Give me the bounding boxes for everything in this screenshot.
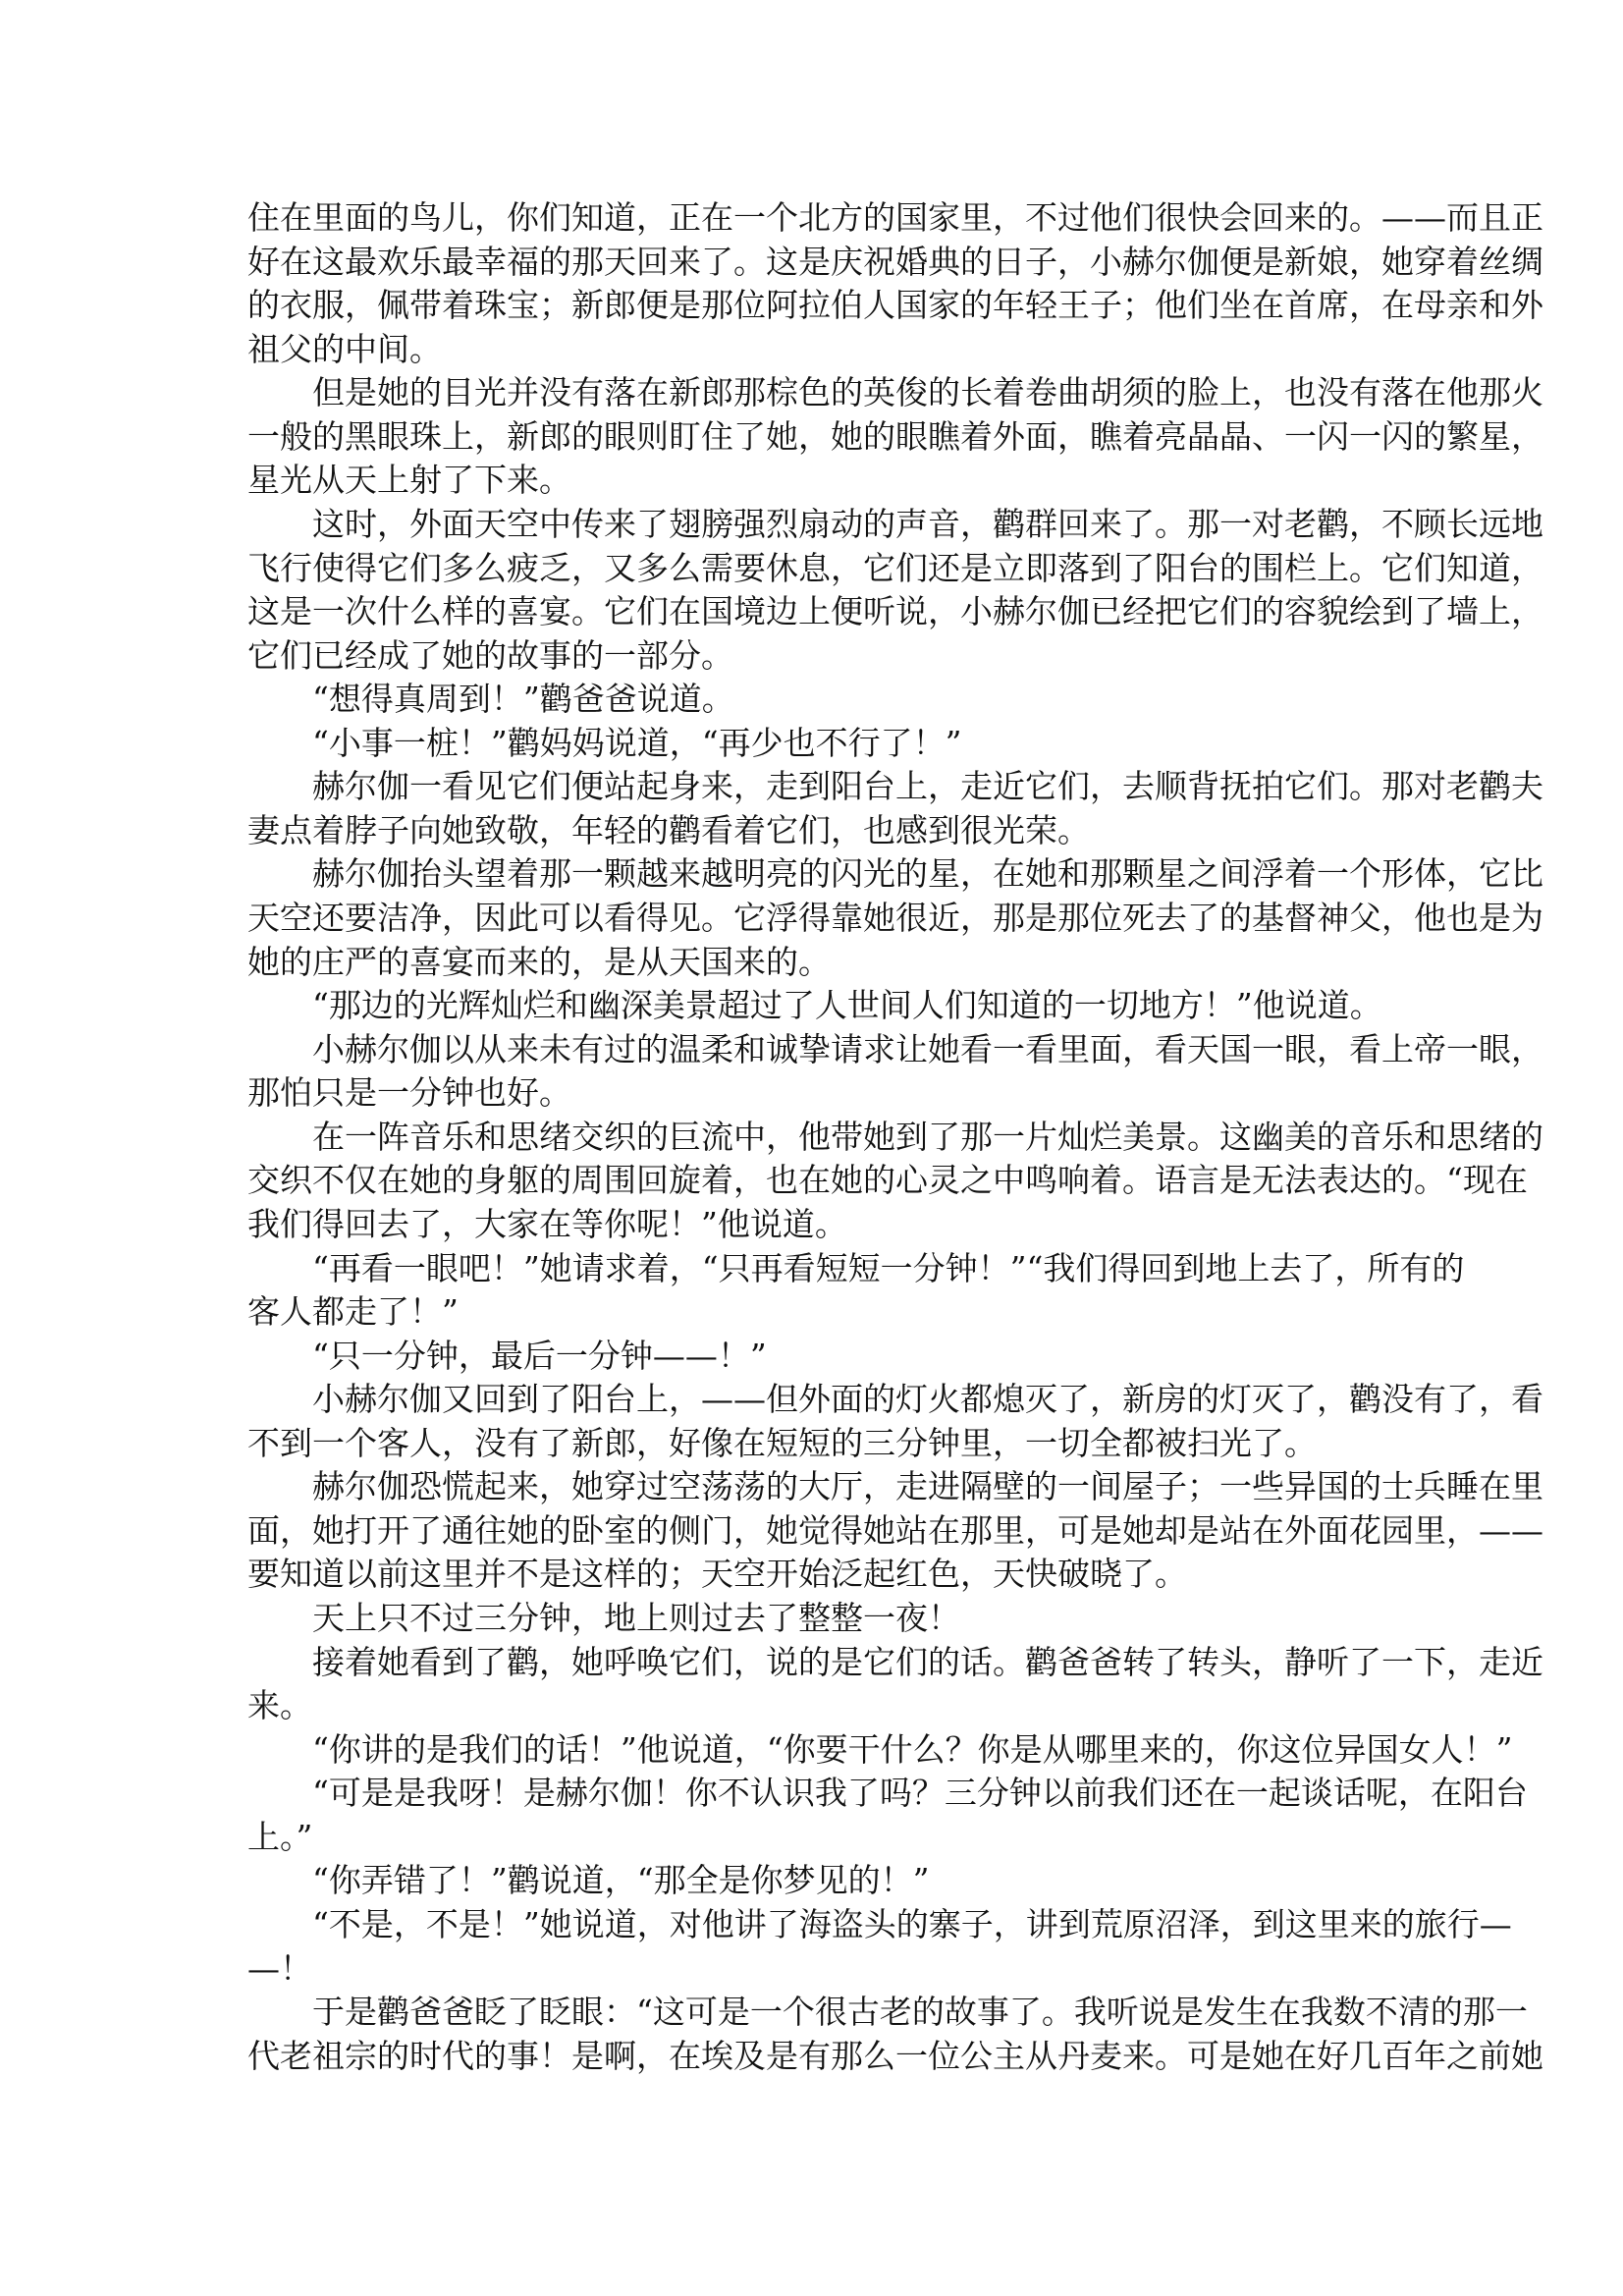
text-line: 天上只不过三分钟，地上则过去了整整一夜！ [312, 1599, 960, 1637]
paragraph [247, 371, 1543, 503]
paragraph [247, 1597, 1386, 1641]
paragraph [247, 1028, 1543, 1116]
paragraph [247, 1728, 1513, 1773]
text-line: 妻点着脖子向她致敬，年轻的鹳看着它们，也感到很光荣。 [247, 810, 1090, 849]
text-line: 赫尔伽恐慌起来，她穿过空荡荡的大厅，走进隔壁的一间屋子；一些异国的士兵睡在里 [312, 1467, 1543, 1506]
paragraph [247, 1378, 1543, 1465]
text-line: 星光从天上射了下来。 [247, 461, 571, 500]
text-line: 那怕只是一分钟也好。 [247, 1073, 571, 1113]
text-line: 在一阵音乐和思绪交织的巨流中，他带她到了那一片灿烂美景。这幽美的音乐和思绪的 [312, 1117, 1543, 1156]
text-line: 代老祖宗的时代的事！是啊，在埃及是有那么一位公主从丹麦来。可是她在好几百年之前她 [247, 2036, 1543, 2075]
text-line: 客人都走了！” [247, 1292, 459, 1332]
text-line: 于是鹳爸爸眨了眨眼：“这可是一个很古老的故事了。我听说是发生在我数不清的那一 [312, 1993, 1528, 2032]
text-line: —！ [247, 1948, 312, 1988]
text-line: “不是，不是！”她说道，对他讲了海盗头的寨子，讲到荒原沼泽，到这里来的旅行— [312, 1904, 1512, 1943]
text-line: 交织不仅在她的身躯的周围回旋着，也在她的心灵之中鸣响着。语言是无法表达的。“现在 [247, 1161, 1528, 1200]
text-line: 赫尔伽抬头望着那一颗越来越明亮的闪光的星，在她和那颗星之间浮着一个形体，它比 [312, 854, 1543, 894]
paragraph [247, 1641, 1543, 1728]
text-line: 天空还要洁净，因此可以看得见。它浮得靠她很近，那是那位死去了的基督神父，他也是为 [247, 899, 1543, 937]
text-line: “可是是我呀！是赫尔伽！你不认识我了吗？三分钟以前我们还在一起谈话呢，在阳台 [312, 1774, 1528, 1813]
paragraph [247, 722, 1386, 766]
paragraph [247, 1116, 1543, 1247]
text-line: “你讲的是我们的话！”他说道，“你要干什么？你是从哪里来的，你这位异国女人！” [312, 1729, 1513, 1769]
text-line: “你弄错了！”鹳说道，“那全是你梦见的！” [312, 1861, 930, 1900]
text-line: 面，她打开了通往她的卧室的侧门，她觉得她站在那里，可是她却是站在外面花园里，—— [247, 1510, 1543, 1550]
paragraph [247, 678, 1386, 722]
text-line: “小事一桩！”鹳妈妈说道，“再少也不行了！” [312, 723, 962, 762]
text-line: 这时，外面天空中传来了翅膀强烈扇动的声音，鹳群回来了。那一对老鹳，不顾长远地 [312, 504, 1543, 543]
text-line: 接着她看到了鹳，她呼唤它们，说的是它们的话。鹳爸爸转了转头，静听了一下，走近 [312, 1642, 1543, 1681]
paragraph [247, 852, 1543, 984]
text-line: 我们得回去了，大家在等你呢！”他说道。 [247, 1204, 847, 1243]
text-line: 要知道以前这里并不是这样的；天空开始泛起红色，天快破晓了。 [247, 1555, 1187, 1594]
paragraph [247, 765, 1543, 852]
paragraph [247, 1859, 1386, 1903]
text-line: 好在这最欢乐最幸福的那天回来了。这是庆祝婚典的日子，小赫尔伽便是新娘，她穿着丝绸 [247, 242, 1543, 281]
paragraph [247, 196, 1543, 371]
paragraph [247, 1903, 1512, 1991]
text-line: “再看一眼吧！”她请求着，“只再看短短一分钟！”“我们得回到地上去了，所有的 [312, 1248, 1465, 1287]
document-page [247, 196, 1543, 2078]
paragraph [247, 1772, 1528, 1859]
text-line: 住在里面的鸟儿，你们知道，正在一个北方的国家里，不过他们很快会回来的。——而且正 [247, 198, 1543, 237]
paragraph [247, 1247, 1465, 1335]
paragraph [247, 1465, 1543, 1597]
text-line: “那边的光辉灿烂和幽深美景超过了人世间人们知道的一切地方！”他说道。 [312, 986, 1382, 1025]
text-line: 她的庄严的喜宴而来的，是从天国来的。 [247, 942, 831, 981]
text-line: 一般的黑眼珠上，新郎的眼则盯住了她，她的眼瞧着外面，瞧着亮晶晶、一闪一闪的繁星， [247, 416, 1543, 456]
text-line: “想得真周到！”鹳爸爸说道。 [312, 680, 734, 719]
text-line: 小赫尔伽又回到了阳台上，——但外面的灯火都熄灭了，新房的灯灭了，鹳没有了，看 [312, 1380, 1543, 1419]
text-line: 这是一次什么样的喜宴。它们在国境边上便听说，小赫尔伽已经把它们的容貌绘到了墙上， [247, 592, 1543, 631]
text-line: 不到一个客人，没有了新郎，好像在短短的三分钟里，一切全都被扫光了。 [247, 1423, 1317, 1462]
text-line: “只一分钟，最后一分钟——！” [312, 1336, 767, 1375]
paragraph [247, 503, 1543, 678]
text-line: 它们已经成了她的故事的一部分。 [247, 635, 733, 675]
text-line: 来。 [247, 1686, 312, 1725]
text-line: 飞行使得它们多么疲乏，又多么需要休息，它们还是立即落到了阳台的围栏上。它们知道， [247, 548, 1543, 587]
text-line: 上。” [247, 1817, 313, 1856]
text-line: 赫尔伽一看见它们便站起身来，走到阳台上，走近它们，去顺背抚拍它们。那对老鹳夫 [312, 767, 1543, 806]
paragraph [247, 984, 1386, 1028]
text-line: 小赫尔伽以从来未有过的温柔和诚挚请求让她看一看里面，看天国一眼，看上帝一眼， [312, 1029, 1543, 1068]
paragraph [247, 1991, 1543, 2078]
text-line: 但是她的目光并没有落在新郎那棕色的英俊的长着卷曲胡须的脸上，也没有落在他那火 [312, 373, 1543, 412]
text-line: 祖父的中间。 [247, 329, 442, 368]
text-line: 的衣服，佩带着珠宝；新郎便是那位阿拉伯人国家的年轻王子；他们坐在首席，在母亲和外 [247, 286, 1543, 325]
paragraph [247, 1335, 1386, 1379]
